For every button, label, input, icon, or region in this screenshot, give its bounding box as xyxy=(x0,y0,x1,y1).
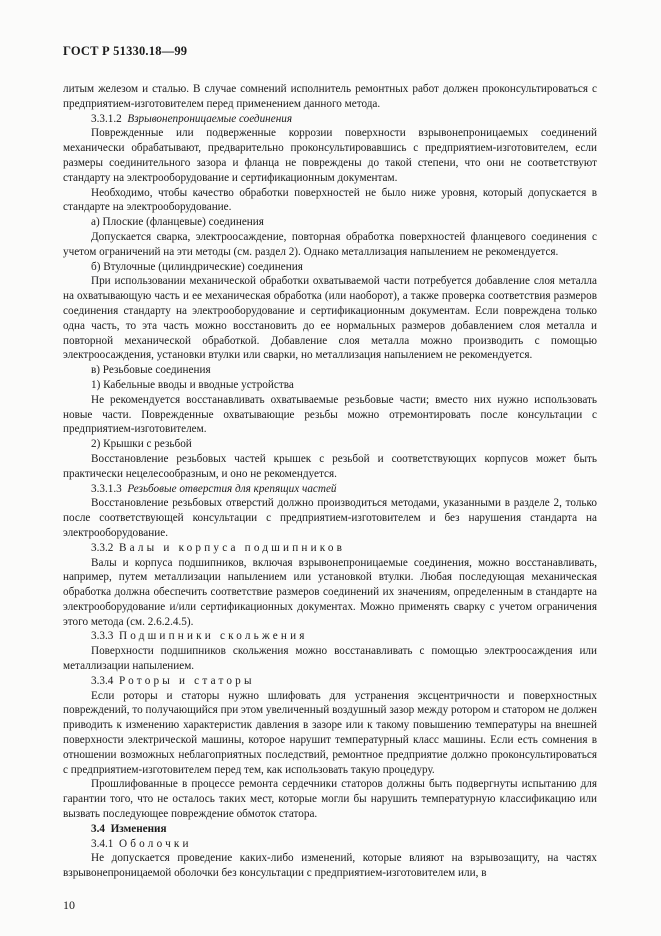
paragraph: Восстановление резьбовых частей крышек с резьбой и соответствующих корпусов может быть практически нецелесообразным, и оно не рекомендуется. xyxy=(63,452,597,480)
paragraph: Восстановление резьбовых отверстий должно производиться методами, указанными в разделе 2, только после соответствующей консультации с предприятием-изготовителем и без нарушения стандарта на электрооборудование. xyxy=(63,497,597,539)
subsection-heading: 3.3.4 Роторы и статоры xyxy=(91,674,255,687)
subsection-heading: 3.3.1.3 Резьбовые отверстия для крепящих частей xyxy=(91,482,337,495)
subsection-heading: 3.3.2 Валы и корпуса подшипников xyxy=(91,541,346,554)
paragraph: При использовании механической обработки охватываемой части потребуется добавление слоя металла на охватывающую часть и ее механическая обработка (или наоборот), а также проверка соответствия размеров соединения стандарту на электрооборудование и сертификационным документам. Если повреждена только одна часть, то эта часть можно восстановить до ее нормальных размеров добавлением слоя металла и повторной механической обработкой. Добавление слоя металла можно производить с помощью электроосаждения, установки втулки или сварки, но металлизация напылением не рекомендуется. xyxy=(63,275,597,362)
paragraph: Поврежденные или подверженные коррозии поверхности взрывонепроницаемых соединений механически обрабатывают, предварительно проконсультировавшись с предприятием-изготовителем, если размеры соединительного зазора и фланца не повреждены до такой степени, что они не соответствуют стандарту на электрооборудование и сертификационным документам. xyxy=(63,127,597,184)
document-header: ГОСТ Р 51330.18—99 xyxy=(63,44,188,58)
subsection-heading: 3.4.1 Оболочки xyxy=(91,837,192,850)
section-heading: 3.4 Изменения xyxy=(91,822,167,835)
paragraph: литым железом и сталью. В случае сомнений исполнитель ремонтных работ должен проконсультироваться с предприятием-изготовителем перед применением данного метода. xyxy=(63,83,597,110)
page-number: 10 xyxy=(63,898,75,912)
paragraph: Допускается сварка, электроосаждение, повторная обработка поверхностей фланцевого соединения с учетом ограничений на эти методы (см. раздел 2). Однако металлизация напылением не рекомендуется. xyxy=(63,230,597,258)
paragraph: Не допускается проведение каких-либо изменений, которые влияют на взрывозащиту, на частях взрывонепроницаемой оболочки без консультации с предприятием-изготовителем или, в xyxy=(63,852,597,880)
list-item: в) Резьбовые соединения xyxy=(91,364,211,377)
paragraph: Не рекомендуется восстанавливать охватываемые резьбовые части; вместо них нужно использовать новые части. Поврежденные охватывающие резьбы можно отремонтировать после консультации с предприятием-изготовителем. xyxy=(63,393,597,436)
paragraph: Валы и корпуса подшипников, включая взрывонепроницаемые соединения, можно восстанавливать, например, путем металлизации напылением или установкой втулки. Любая последующая механическая обработка должна обеспечить соответствие размеров соединений их значениям, определенным в стандарте на электрооборудование и/или сертификационных документах. Можно применять сварку с учетом ограничения этого метода (см. 2.6.2.4.5). xyxy=(63,556,597,628)
list-item: б) Втулочные (цилиндрические) соединения xyxy=(91,260,303,273)
list-item: 1) Кабельные вводы и вводные устройства xyxy=(91,378,294,391)
subsection-heading: 3.3.1.2 Взрывонепроницаемые соединения xyxy=(91,112,293,125)
document-body xyxy=(63,82,597,881)
paragraph: Поверхности подшипников скольжения можно восстанавливать с помощью электроосаждения или металлизации напылением. xyxy=(63,645,597,673)
paragraph: Необходимо, чтобы качество обработки поверхностей не было ниже уровня, который допускается в стандарте на электрооборудование. xyxy=(63,186,597,214)
paragraph: Если роторы и статоры нужно шлифовать для устранения эксцентричности и поверхностных повреждений, то получающийся при этом увеличенный воздушный зазор между ротором и статором не должен приводить к изменению характеристик давления в зазоре или к такому повышению температуры на внешней поверхности электрической машины, которое нарушит температурный класс машины. Если есть сомнения в отношении возможных неблагоприятных последствий, ремонтное предприятие должно проконсультироваться с предприятием-изготовителем перед тем, как использовать такую процедуру. xyxy=(63,689,597,776)
list-item: а) Плоские (фланцевые) соединения xyxy=(91,216,264,229)
paragraph: Прошлифованные в процессе ремонта сердечники статоров должны быть подвергнуты испытанию для гарантии того, что не осталось таких мест, которые могли бы нарушить температурную классификацию или вызвать последующее повреждение обмоток статора. xyxy=(63,778,597,821)
list-item: 2) Крышки с резьбой xyxy=(91,438,192,451)
subsection-heading: 3.3.3 Подшипники скольжения xyxy=(91,630,308,643)
